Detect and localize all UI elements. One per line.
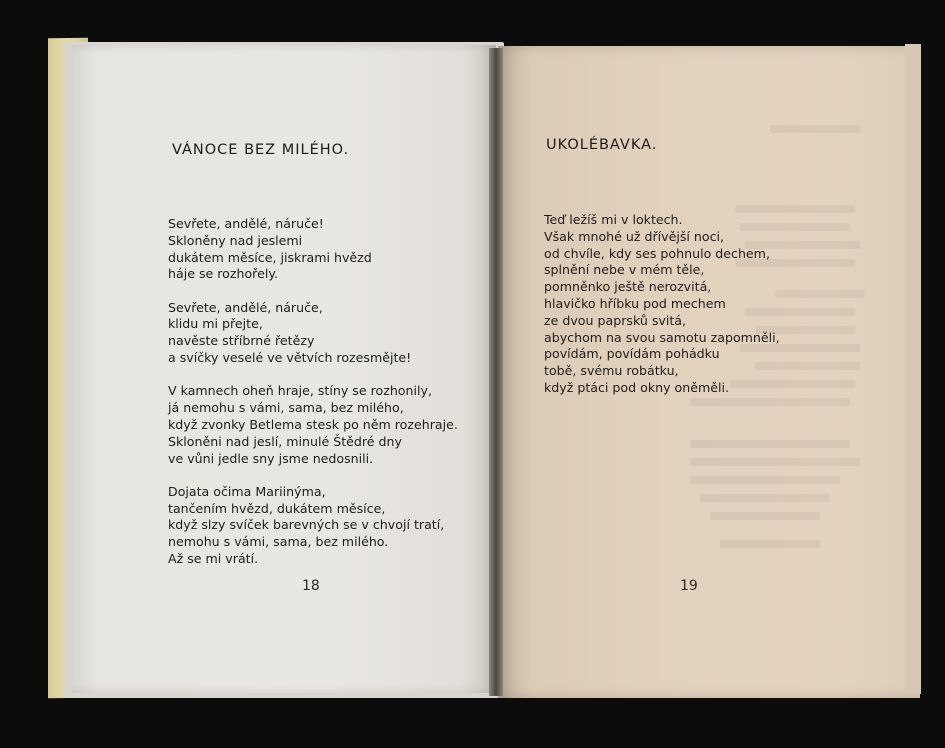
poem-line: Až se mi vrátí. [168, 551, 259, 567]
poem-line: háje se rozhořely. [168, 266, 278, 282]
poem-line: tobě, svému robátku, [544, 363, 679, 379]
stanza [544, 212, 780, 397]
poem-line: nemohu s vámi, sama, bez milého. [168, 534, 389, 550]
poem-line: když ptáci pod okny oněměli. [544, 379, 730, 395]
poem-line: dukátem měsíce, jiskrami hvězd [168, 249, 372, 265]
stanza [168, 383, 458, 467]
book-gutter [489, 48, 503, 696]
poem-line: Teď ležíš mi v loktech. [544, 212, 683, 227]
poem-line: abychom na svou samotu zapomněli, [544, 329, 780, 345]
poem-line: Dojata očima Mariinýma, [168, 483, 326, 499]
poem-line: Skloněni nad jeslí, minulé Štědré dny [168, 433, 402, 449]
left-poem-title: VÁNOCE BEZ MILÉHO. [172, 142, 350, 158]
right-page-number: 19 [680, 578, 698, 594]
stanza [168, 216, 458, 283]
poem-line: V kamnech oheň hraje, stíny se rozhonily, [168, 383, 432, 399]
right-poem-body [544, 212, 780, 413]
stanza [168, 300, 458, 367]
poem-line: hlavičko hříbku pod mechem [544, 295, 726, 311]
poem-line: Skloněny nad jeslemi [168, 232, 303, 248]
poem-line: tančením hvězd, dukátem měsíce, [168, 500, 386, 516]
poem-line: já nemohu s vámi, sama, bez milého, [168, 400, 404, 416]
poem-line: pomněnko ještě nerozvitá, [544, 279, 712, 295]
poem-line: když slzy svíček barevných se v chvojí tratí, [168, 517, 445, 533]
right-page-edge [905, 44, 921, 694]
right-poem-title: UKOLÉBAVKA. [546, 137, 658, 153]
poem-line: povídám, povídám pohádku [544, 346, 720, 362]
poem-line: splnění nebe v mém těle, [544, 262, 705, 278]
poem-line: od chvíle, kdy ses pohnulo dechem, [544, 245, 770, 261]
poem-line: ze dvou paprsků svitá, [544, 312, 687, 328]
left-page-number: 18 [302, 578, 320, 594]
stanza [168, 484, 458, 568]
poem-line: když zvonky Betlema stesk po něm rozehraje. [168, 416, 458, 432]
poem-line: navěste stříbrné řetězy [168, 333, 315, 349]
poem-line: ve vůni jedle sny jsme nedosnili. [168, 450, 374, 466]
poem-line: Sevřete, andělé, náruče, [168, 299, 323, 315]
poem-line: Však mnohé už dřívější noci, [544, 228, 725, 244]
poem-line: a svíčky veselé ve větvích rozesmějte! [168, 350, 412, 366]
poem-line: klidu mi přejte, [168, 316, 263, 332]
left-poem-body [168, 216, 458, 584]
poem-line: Sevřete, andělé, náruče! [168, 216, 324, 231]
